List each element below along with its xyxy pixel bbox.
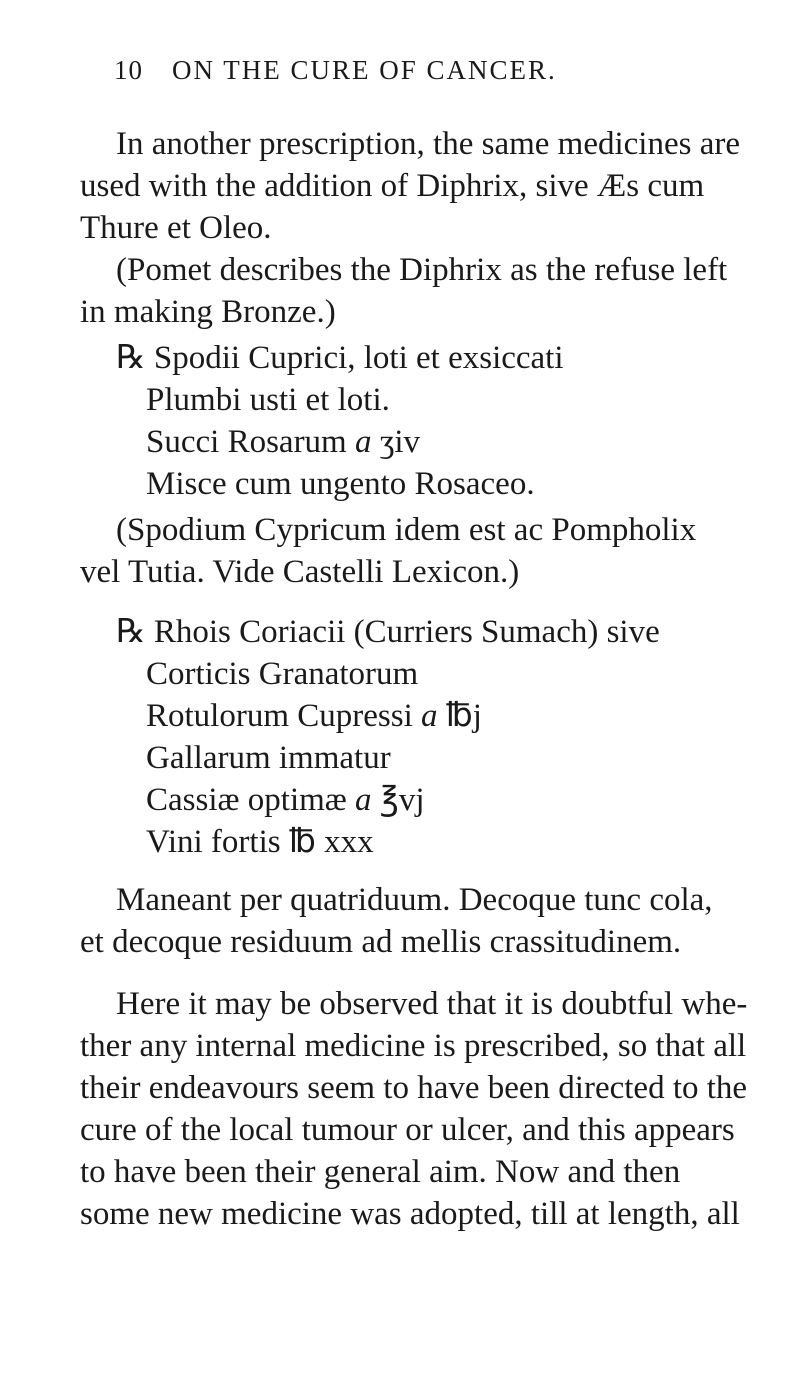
- recipe-line: Gallarum immatur: [146, 740, 391, 776]
- recipe-symbol-icon: ℞: [116, 614, 146, 650]
- text-line: ther any internal medicine is prescribed, so that all: [80, 1028, 747, 1064]
- recipe-line: Vini fortis ℔ xxx: [146, 824, 374, 860]
- text-line: in making Bronze.): [80, 294, 336, 330]
- text-line: vel Tutia. Vide Castelli Lexicon.): [80, 554, 520, 590]
- text-line: their endeavours seem to have been directed to the: [80, 1070, 748, 1106]
- page-number: 10: [114, 55, 143, 85]
- recipe-symbol-icon: ℞: [116, 340, 146, 376]
- text-line: In another prescription, the same medicines are: [116, 126, 741, 162]
- running-head: [114, 55, 644, 86]
- text-line: (Pomet describes the Diphrix as the refuse left: [116, 252, 728, 288]
- recipe-line: ℞ Rhois Coriacii (Curriers Sumach) sive: [116, 614, 660, 650]
- text-line: some new medicine was adopted, till at length, all: [80, 1196, 740, 1232]
- text-line: used with the addition of Diphrix, sive Æs cum: [80, 168, 705, 204]
- text-line: Thure et Oleo.: [80, 210, 272, 246]
- text-line: Here it may be observed that it is doubtful whe-: [116, 986, 748, 1022]
- recipe-line: ℞ Spodii Cuprici, loti et exsiccati: [116, 340, 564, 376]
- recipe-line: Rotulorum Cupressi a ℔j: [146, 698, 482, 734]
- text-line: Maneant per quatriduum. Decoque tunc cola,: [116, 882, 713, 918]
- text-line: to have been their general aim. Now and then: [80, 1154, 681, 1190]
- running-title: ON THE CURE OF CANCER.: [172, 55, 557, 85]
- text-line: (Spodium Cypricum idem est ac Pompholix: [116, 512, 697, 548]
- text-line: et decoque residuum ad mellis crassitudinem.: [80, 924, 682, 960]
- recipe-line: Corticis Granatorum: [146, 656, 419, 692]
- text-line: cure of the local tumour or ulcer, and this appears: [80, 1112, 735, 1148]
- recipe-line: Plumbi usti et loti.: [146, 382, 390, 418]
- recipe-line: Succi Rosarum a ʒiv: [146, 424, 421, 460]
- recipe-line: Cassiæ optimæ a ℥vj: [146, 782, 425, 818]
- recipe-line: Misce cum ungento Rosaceo.: [146, 466, 535, 502]
